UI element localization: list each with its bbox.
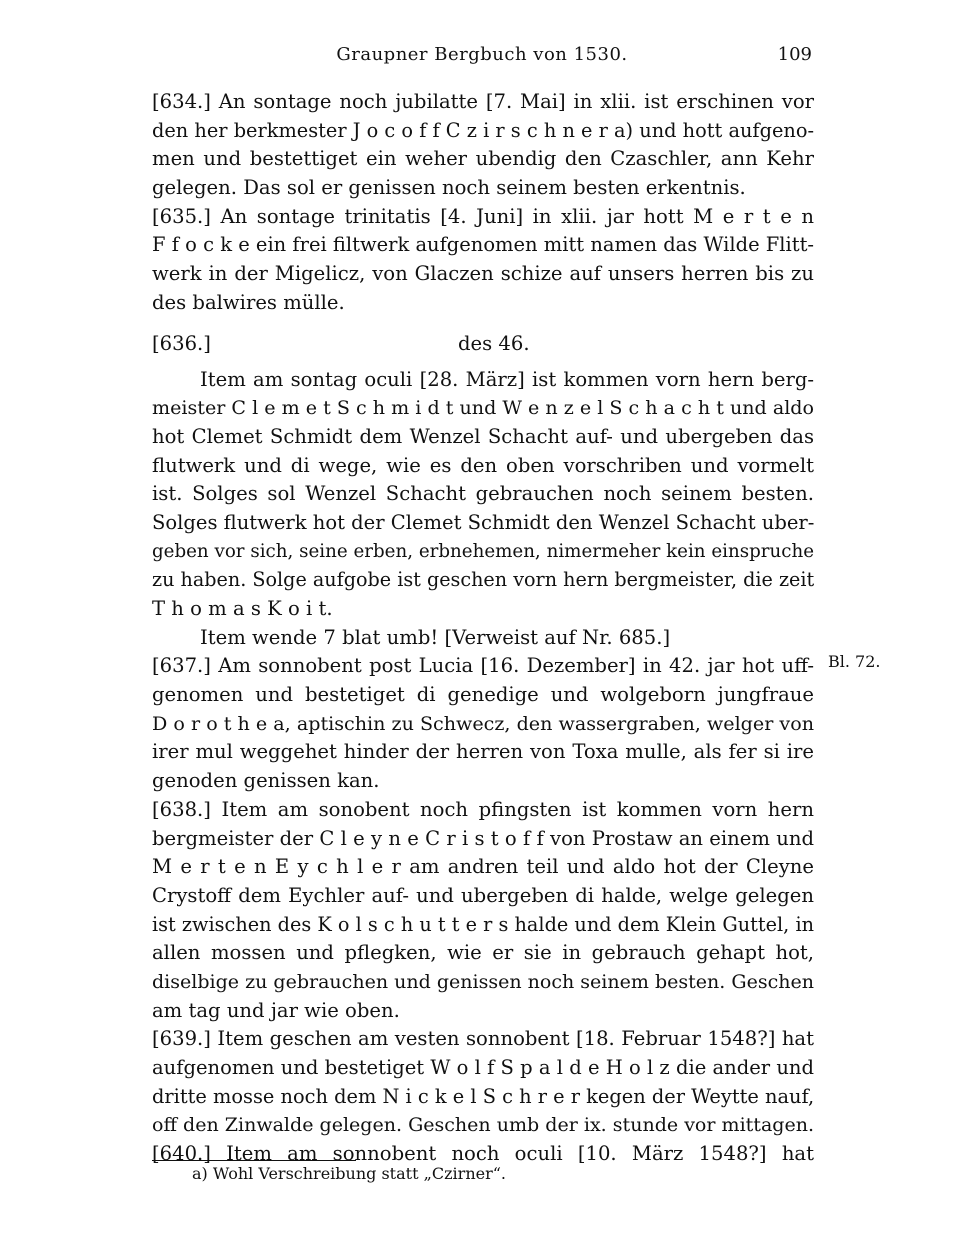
text-line: Crystoff dem Eychler auf- und ubergeben di halde, welge gelegen [152,883,814,907]
text-line: den her berkmester J o c o f f C z i r s c h n e r a) und hott aufgeno- [152,118,814,142]
text-line: werk in der Migelicz, von Glaczen schize auf unsers herren bis zu [152,262,814,286]
text-line: [635.] An sontage trinitatis [4. Juni] in xlii. jar hott M e r t e n [152,204,814,228]
text-line: ist. Solges sol Wenzel Schacht gebrauchen noch seinem besten. [152,482,814,506]
text-line: [638.] Item am sonobent noch pfingsten ist kommen vorn hern [152,797,814,821]
text-line: [637.] Am sonnobent post Lucia [16. Dezember] in 42. jar hot uff- [152,654,814,678]
text-line: Item wende 7 blat umb! [Verweist auf Nr. 685.] [200,625,671,649]
header-title: Graupner Bergbuch von 1530. [336,44,628,65]
body-text [152,88,814,1169]
text-line: genomen und bestetiget di genedige und wolgeborn jungfraue [152,683,814,707]
text-line: men und bestettiget ein weher ubendig den Czaschler, ann Kehr [152,147,814,171]
text-line: meister C l e m e t S c h m i d t und W e n z e l S c h a c h t und aldo [152,397,814,420]
text-line: geben vor sich, seine erben, erbnehemen, nimermeher kein einspruche [152,540,814,562]
text-line: [640.] Item am sonnobent noch oculi [10. März 1548?] hat [152,1142,814,1166]
text-line: allen mossen und pflegken, wie er sie in gebrauch gehapt hot, [152,941,814,965]
footnote: a) Wohl Verschreibung statt „Czirner“. [192,1164,506,1183]
text-line: M e r t e n E y c h l e r am andren teil und aldo hot der Cleyne [152,855,814,879]
section-heading [152,330,814,364]
section-number: [636.] [152,331,211,355]
text-line: D o r o t h e a, aptischin zu Schwecz, den wassergraben, welger von [152,711,814,735]
text-line: genoden genissen kan. [152,769,380,793]
text-line: aufgenomen und bestetiget W o l f S p a l d e H o l z die ander und [152,1056,814,1079]
margin-note: Bl. 72. [828,652,881,671]
text-line: [634.] An sontage noch jubilatte [7. Mai] in xlii. ist erschinen vor [152,90,814,113]
text-line: off den Zinwalde gelegen. Geschen umb der ix. stunde vor mittagen. [152,1114,814,1137]
footnote-divider [152,1160,356,1161]
text-line: gelegen. Das sol er genissen noch seinem besten erkentnis. [152,176,746,200]
text-line: am tag und jar wie oben. [152,998,400,1022]
text-line: dritte mosse noch dem N i c k e l S c h r e r kegen der Weytte nauf, [152,1084,815,1108]
text-line: zu haben. Solge aufgobe ist geschen vorn hern bergmeister, die zeit [152,568,815,592]
text-line: irer mul weggehet hinder der herren von Toxa mulle, als fer si ire [152,740,814,764]
text-line: flutwerk und di wege, wie es den oben vorschriben und vormelt [152,453,814,477]
section-subtitle: des 46. [458,331,530,355]
text-line: diselbige zu gebrauchen und genissen noch seinem besten. Geschen [152,970,814,993]
text-line: [639.] Item geschen am vesten sonnobent [18. Februar 1548?] hat [152,1027,814,1051]
running-header [152,44,812,74]
text-line: hot Clemet Schmidt dem Wenzel Schacht auf- und ubergeben das [152,424,814,448]
text-line: T h o m a s K o i t. [152,597,333,620]
text-line: F f o c k e ein frei filtwerk aufgenomen mitt namen das Wilde Flitt- [152,233,814,257]
text-line: des balwires mülle. [152,290,345,314]
text-line: bergmeister der C l e y n e C r i s t o f f von Prostaw an einem und [152,826,814,850]
text-line: Solges flutwerk hot der Clemet Schmidt den Wenzel Schacht uber- [152,510,815,534]
text-line: ist zwischen des K o l s c h u t t e r s halde und dem Klein Guttel, in [152,912,814,936]
page-number: 109 [777,44,812,65]
text-line: Item am sontag oculi [28. März] ist kommen vorn hern berg- [200,367,814,391]
